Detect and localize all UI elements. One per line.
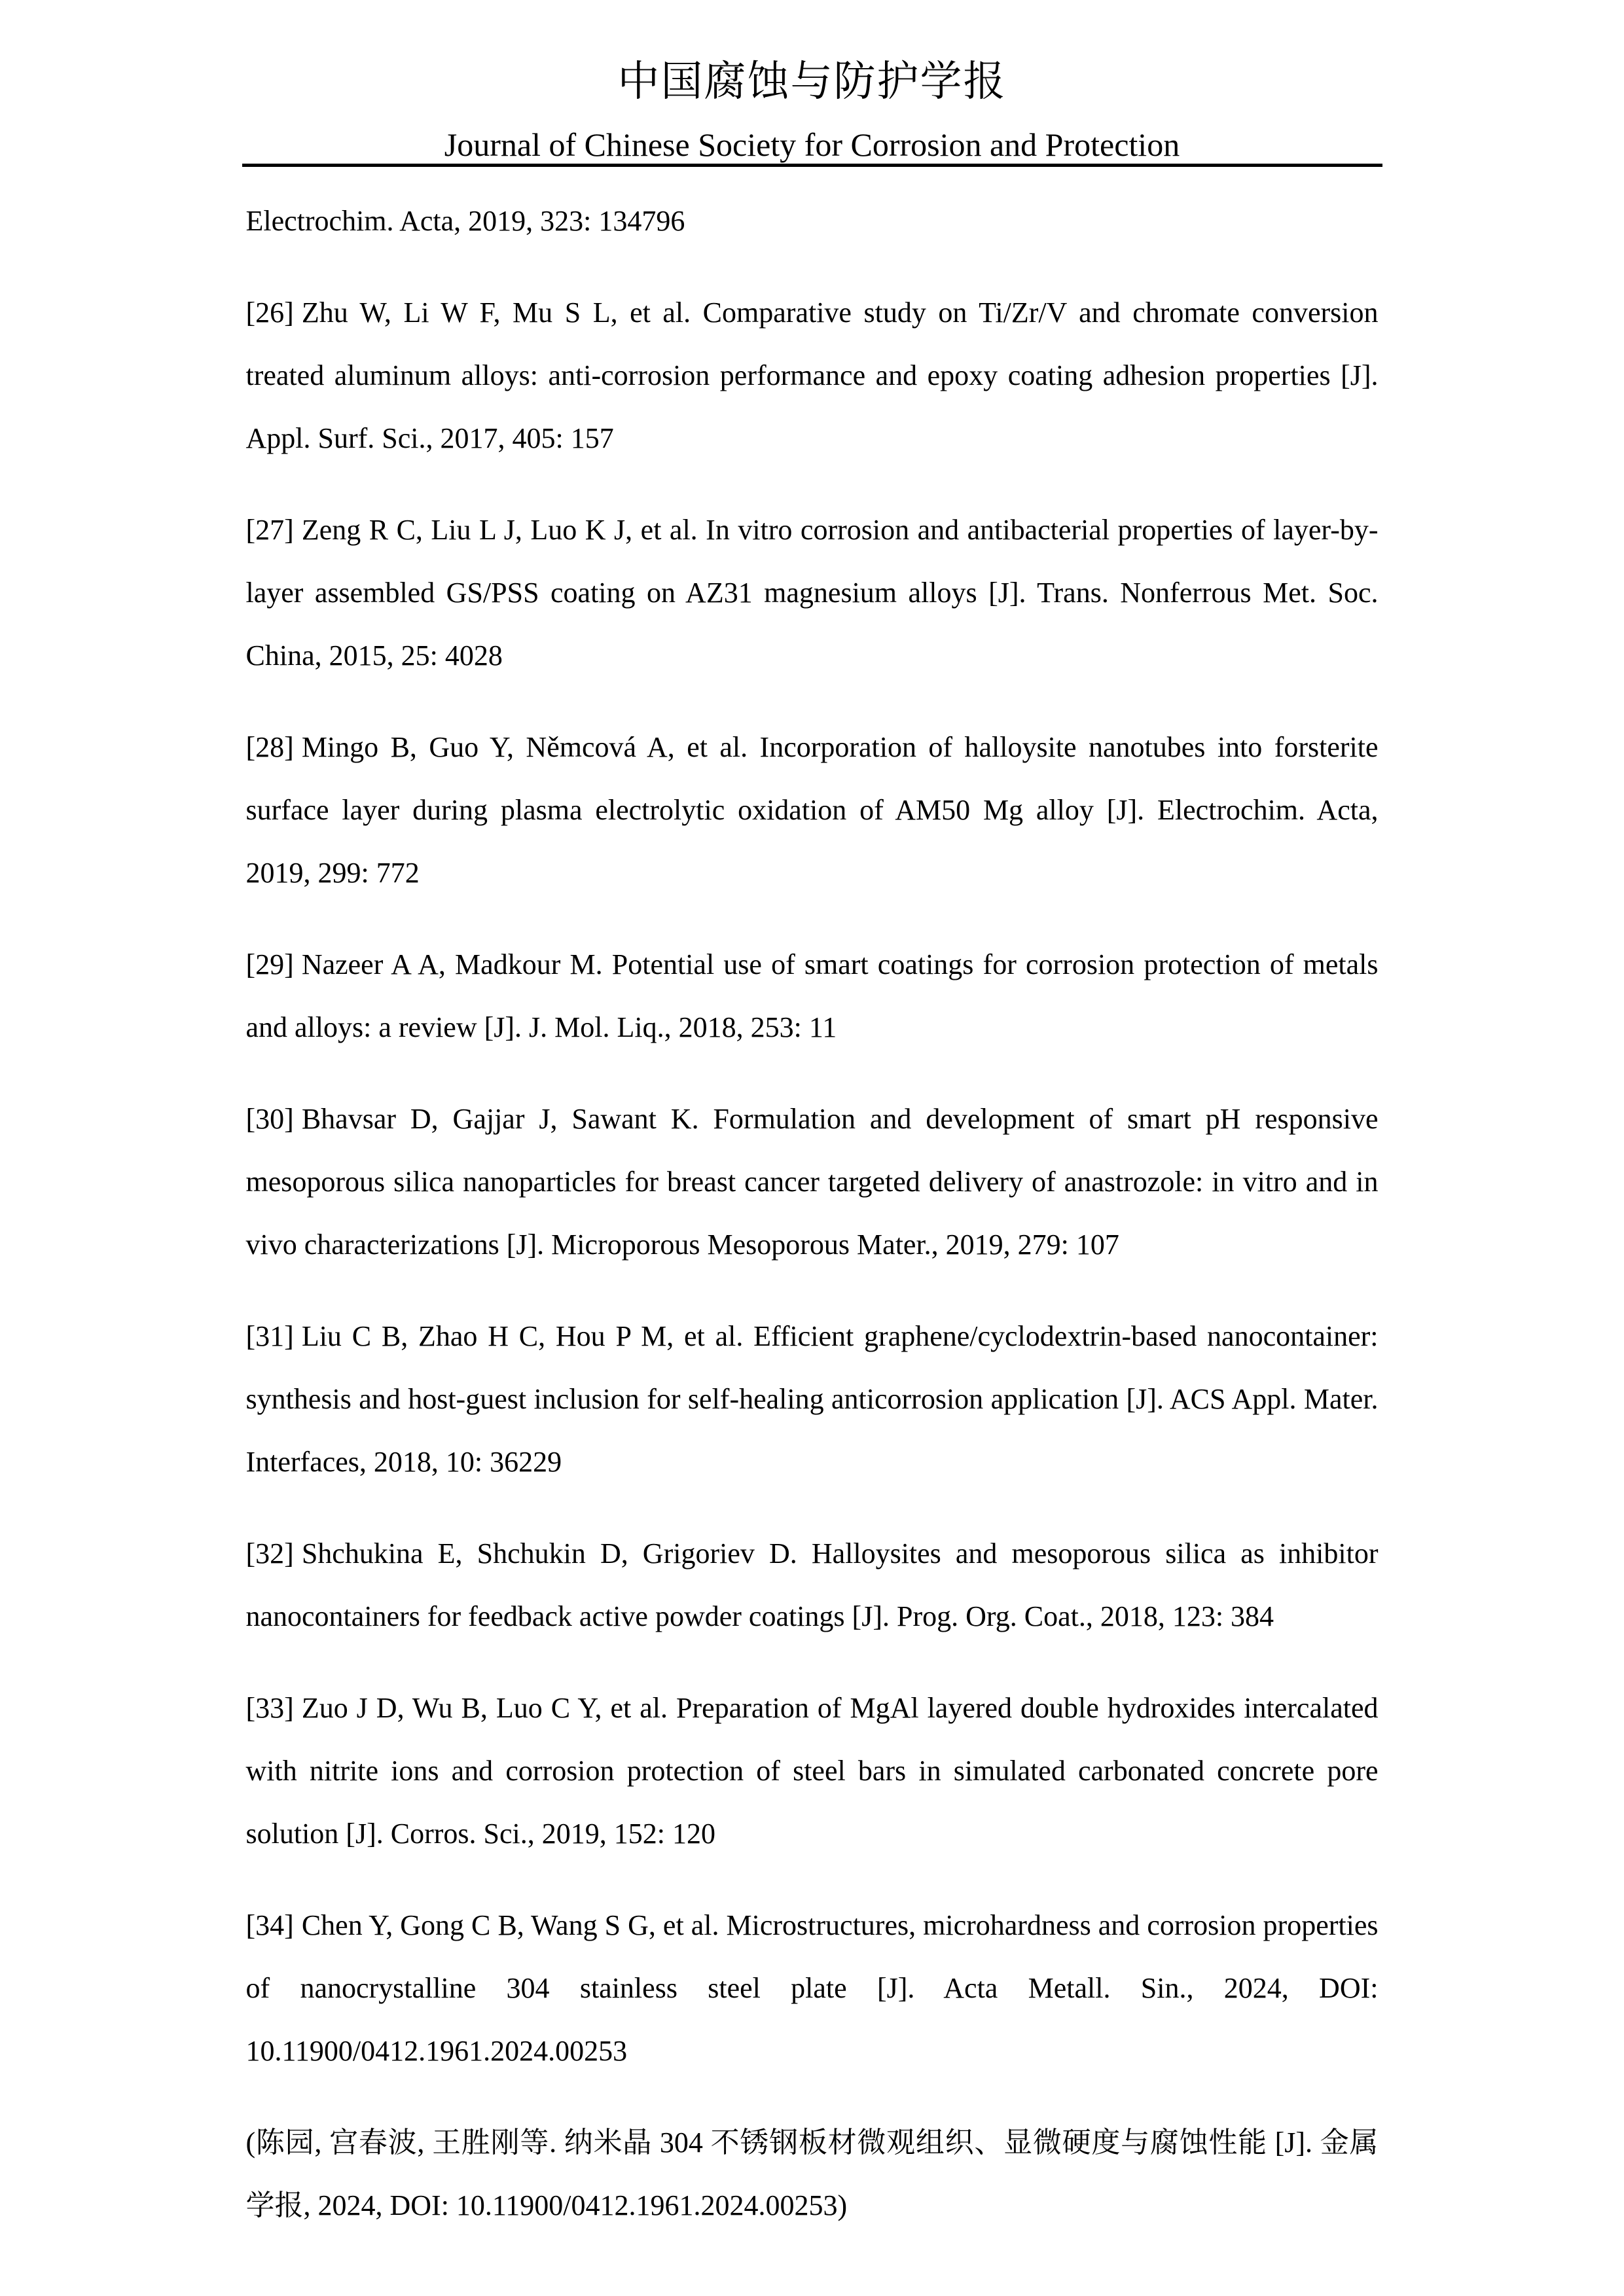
reference-item-27 xyxy=(246,499,1379,687)
reference-label: [28] xyxy=(245,731,294,763)
reference-text: Electrochim. Acta, 2019, 323: 134796 xyxy=(245,205,685,237)
reference-text: Bhavsar D, Gajjar J, Sawant K. Formulation and development of smart pH responsive mesoporous silica nanoparticles for breast cancer targeted delivery of anastrozole: in vitro and in vivo characterizations [J]. Microporous Mesoporous Mater., 2019, 279: 107 xyxy=(245,1103,1379,1261)
header-rule xyxy=(242,164,1382,167)
reference-item-32 xyxy=(246,1522,1379,1648)
reference-text: Zhu W, Li W F, Mu S L, et al. Comparative study on Ti/Zr/V and chromate conversion treated aluminum alloys: anti-corrosion performance and epoxy coating adhesion properties [J]. Appl. Surf. Sci., 2017, 405: 157 xyxy=(245,296,1379,454)
reference-item-31 xyxy=(246,1305,1379,1494)
reference-text: Shchukina E, Shchukin D, Grigoriev D. Halloysites and mesoporous silica as inhibitor nanocontainers for feedback active powder coatings [J]. Prog. Org. Coat., 2018, 123: 384 xyxy=(245,1537,1379,1632)
reference-label: [34] xyxy=(245,1909,294,1941)
reference-text: (陈园, 宫春波, 王胜刚等. 纳米晶 304 不锈钢板材微观组织、显微硬度与腐蚀性能 [J]. 金属学报, 2024, DOI: 10.11900/0412.1961.2024.00253) xyxy=(245,2126,1379,2221)
reference-item-28 xyxy=(246,716,1379,905)
reference-item-26 xyxy=(246,281,1379,470)
journal-title-en: Journal of Chinese Society for Corrosion and Protection xyxy=(444,126,1180,163)
reference-label: [27] xyxy=(245,514,294,546)
journal-title-zh: 中国腐蚀与防护学报 xyxy=(617,58,1007,105)
reference-translation xyxy=(246,2111,1379,2237)
reference-text: Nazeer A A, Madkour M. Potential use of smart coatings for corrosion protection of metals and alloys: a review [J]. J. Mol. Liq., 2018, 253: 11 xyxy=(245,948,1379,1043)
reference-text: Zeng R C, Liu L J, Luo K J, et al. In vitro corrosion and antibacterial properties of layer-by-layer assembled GS/PSS coating on AZ31 magnesium alloys [J]. Trans. Nonferrous Met. Soc. China, 2015, 25: 4028 xyxy=(245,514,1379,672)
reference-text: Zuo J D, Wu B, Luo C Y, et al. Preparation of MgAl layered double hydroxides intercalated with nitrite ions and corrosion protection of steel bars in simulated carbonated concrete pore solution [J]. Corros. Sci., 2019, 152: 120 xyxy=(245,1692,1379,1850)
journal-header xyxy=(0,59,1624,167)
reference-item-29 xyxy=(246,933,1379,1059)
reference-label: [32] xyxy=(245,1537,294,1570)
reference-item-30 xyxy=(246,1088,1379,1276)
reference-list xyxy=(246,190,1379,2237)
reference-text: Liu C B, Zhao H C, Hou P M, et al. Efficient graphene/cyclodextrin-based nanocontainer: synthesis and host-guest inclusion for self-healing anticorrosion application [J]. ACS Appl. Mater. Interfaces, 2018, 10: 36229 xyxy=(245,1320,1379,1478)
reference-label: [29] xyxy=(245,948,294,980)
reference-label: [33] xyxy=(245,1692,294,1724)
reference-label: [31] xyxy=(245,1320,294,1352)
reference-continuation xyxy=(246,190,1379,253)
reference-label: [30] xyxy=(245,1103,294,1135)
reference-item-34 xyxy=(246,1894,1379,2083)
reference-text: Chen Y, Gong C B, Wang S G, et al. Microstructures, microhardness and corrosion properties of nanocrystalline 304 stainless steel plate [J]. Acta Metall. Sin., 2024, DOI: 10.11900/0412.1961.2024.00253 xyxy=(245,1909,1379,2067)
reference-label: [26] xyxy=(245,296,294,329)
reference-text: Mingo B, Guo Y, Němcová A, et al. Incorporation of halloysite nanotubes into forsterite surface layer during plasma electrolytic oxidation of AM50 Mg alloy [J]. Electrochim. Acta, 2019, 299: 772 xyxy=(245,731,1379,889)
reference-item-33 xyxy=(246,1677,1379,1865)
